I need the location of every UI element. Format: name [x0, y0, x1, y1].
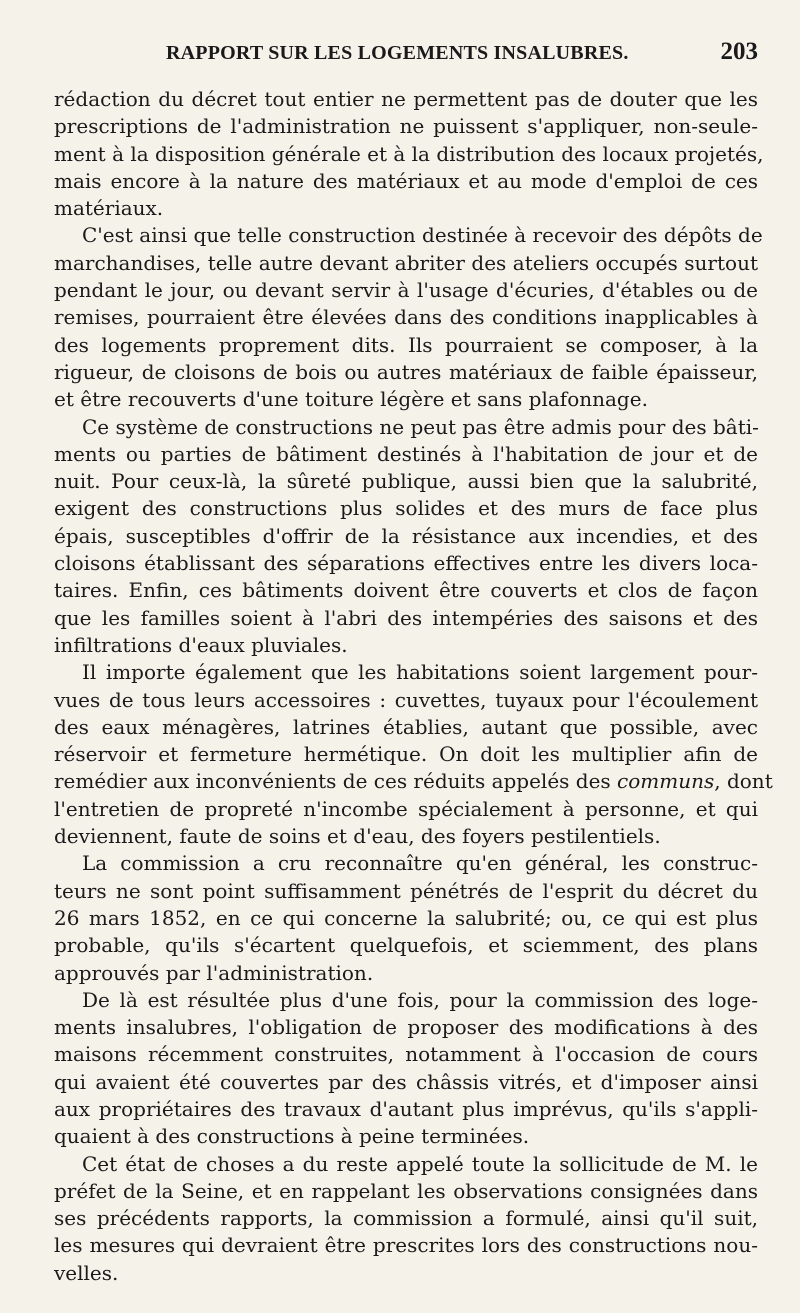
- text-line: et être recouverts d'une toiture légère et sans plafonnage.: [54, 387, 648, 412]
- body-text: [54, 86, 773, 1287]
- text-line: approuvés par l'administration.: [54, 960, 374, 985]
- text-line: que les familles soient à l'abri des intempéries des saisons et des: [54, 605, 758, 630]
- text-line: remises, pourraient être élevées dans des conditions inapplicables à: [54, 305, 758, 330]
- text-line: quaient à des constructions à peine terminées.: [54, 1124, 530, 1149]
- text-line: rédaction du décret tout entier ne permettent pas de douter que les: [54, 87, 758, 111]
- text-line: ses précédents rapports, la commission a formulé, ainsi qu'il suit,: [54, 1206, 758, 1231]
- text-line: ments ou parties de bâtiment destinés à l'habitation de jour et de: [54, 441, 758, 466]
- paragraph: [54, 414, 758, 660]
- text-line: Cet état de choses a du reste appelé toute la sollicitude de M. le: [82, 1151, 758, 1176]
- text-line: remédier aux inconvénients de ces réduits appelés des communs, dont: [54, 769, 773, 794]
- text-line: C'est ainsi que telle construction destinée à recevoir des dépôts de: [82, 223, 763, 248]
- text-line: 26 mars 1852, en ce qui concerne la salubrité; ou, ce qui est plus: [54, 905, 758, 930]
- paragraph: [54, 1151, 758, 1287]
- text-line: matériaux.: [54, 196, 164, 221]
- text-line: prescriptions de l'administration ne puissent s'appliquer, non-seule-: [54, 114, 758, 139]
- text-line: exigent des constructions plus solides et des murs de face plus: [54, 496, 758, 521]
- text-line: probable, qu'ils s'écartent quelquefois, et sciemment, des plans: [54, 933, 758, 958]
- text-line: deviennent, faute de soins et d'eau, des foyers pestilentiels.: [54, 824, 661, 849]
- text-line: infiltrations d'eaux pluviales.: [54, 632, 348, 657]
- text-line: réservoir et fermeture hermétique. On doit les multiplier afin de: [54, 742, 758, 767]
- text-line: taires. Enfin, ces bâtiments doivent être couverts et clos de façon: [54, 578, 758, 603]
- text-line: préfet de la Seine, et en rappelant les observations consignées dans: [54, 1178, 758, 1203]
- paragraph: [54, 659, 773, 850]
- text-line: qui avaient été couvertes par des châssis vitrés, et d'imposer ainsi: [54, 1069, 758, 1094]
- text-line: teurs ne sont point suffisamment pénétrés de l'esprit du décret du: [54, 878, 758, 903]
- paragraph: [54, 222, 763, 413]
- text-line: des logements proprement dits. Ils pourraient se composer, à la: [54, 332, 758, 357]
- text-line: De là est résultée plus d'une fois, pour la commission des loge-: [82, 987, 758, 1012]
- text-line: nuit. Pour ceux-là, la sûreté publique, aussi bien que la salubrité,: [54, 469, 758, 494]
- text-line: l'entretien de propreté n'incombe spécialement à personne, et qui: [54, 796, 758, 821]
- text-line: aux propriétaires des travaux d'autant plus imprévus, qu'ils s'appli-: [54, 1096, 758, 1121]
- paragraph: [54, 86, 764, 222]
- text-line: velles.: [54, 1260, 119, 1285]
- text-line: Ce système de constructions ne peut pas être admis pour des bâti-: [82, 414, 759, 439]
- page-header: [54, 38, 758, 84]
- text-line: maisons récemment construites, notamment à l'occasion de cours: [54, 1042, 758, 1067]
- text-line: cloisons établissant des séparations effectives entre les divers loca-: [54, 551, 758, 576]
- page-number: 203: [720, 38, 758, 65]
- text-line: mais encore à la nature des matériaux et au mode d'emploi de ces: [54, 168, 758, 193]
- text-line: des eaux ménagères, latrines établies, autant que possible, avec: [54, 714, 758, 739]
- paragraph: [54, 987, 758, 1151]
- text-line: Il importe également que les habitations soient largement pour-: [82, 660, 758, 685]
- text-line: pendant le jour, ou devant servir à l'usage d'écuries, d'étables ou de: [54, 278, 758, 303]
- text-line: vues de tous leurs accessoires : cuvettes, tuyaux pour l'écoulement: [54, 687, 758, 712]
- text-line: rigueur, de cloisons de bois ou autres matériaux de faible épaisseur,: [54, 359, 758, 384]
- text-line: La commission a cru reconnaître qu'en général, les construc-: [82, 851, 758, 876]
- text-line: ment à la disposition générale et à la distribution des locaux projetés,: [54, 141, 764, 166]
- text-line: ments insalubres, l'obligation de proposer des modifications à des: [54, 1015, 758, 1040]
- text-line: épais, susceptibles d'offrir de la résistance aux incendies, et des: [54, 523, 758, 548]
- text-line: marchandises, telle autre devant abriter des ateliers occupés surtout: [54, 250, 758, 275]
- running-title: RAPPORT SUR LES LOGEMENTS INSALUBRES.: [166, 42, 629, 64]
- paragraph: [54, 850, 758, 986]
- text-line: les mesures qui devraient être prescrites lors des constructions nou-: [54, 1233, 758, 1258]
